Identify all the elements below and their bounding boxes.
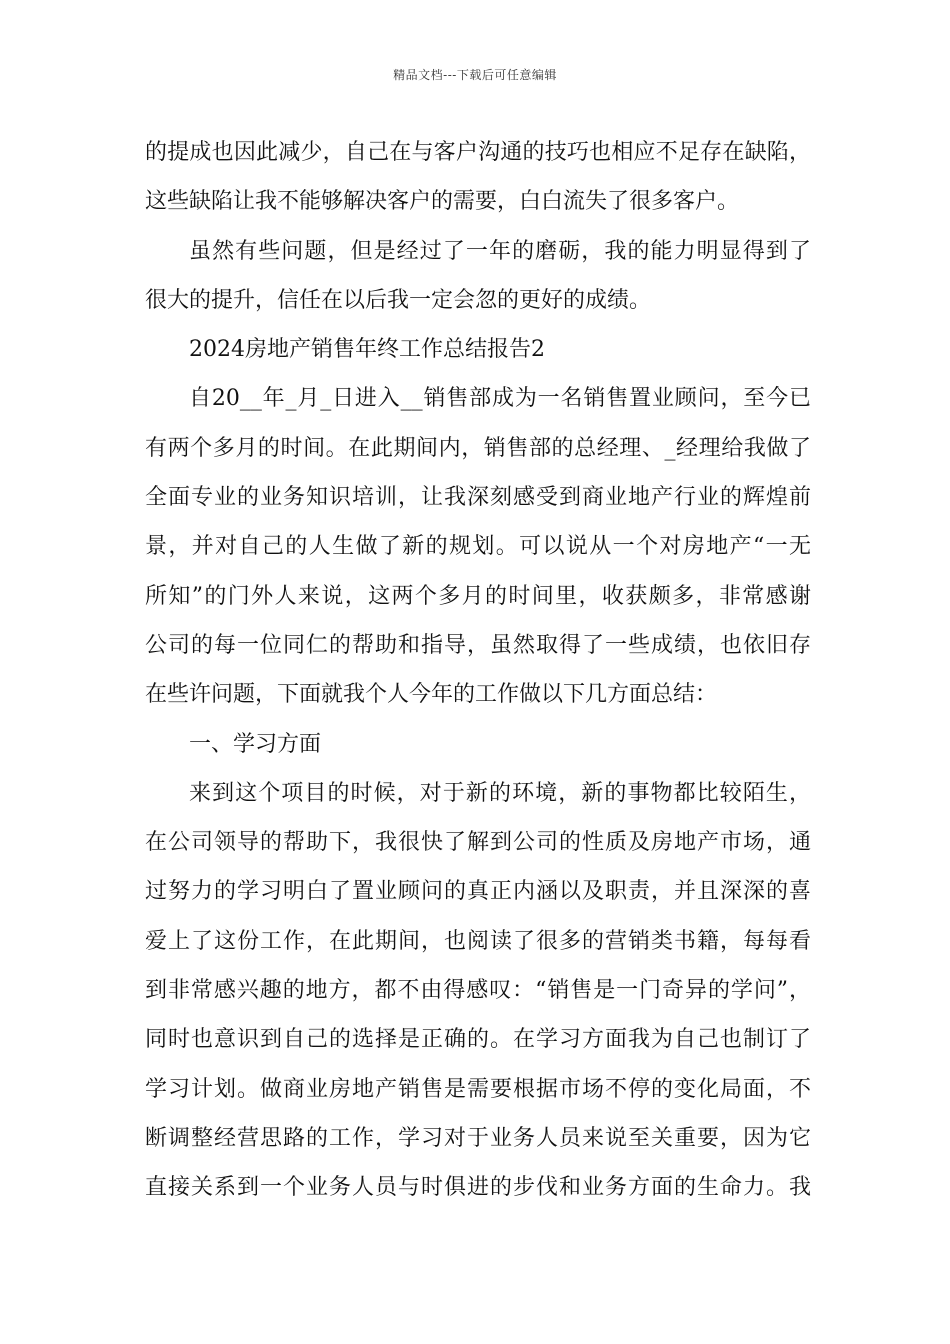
- text-line: 在公司领导的帮助下，我很快了解到公司的性质及房地产市场，通: [145, 830, 811, 856]
- text-line: 公司的每一位同仁的帮助和指导，虽然取得了一些成绩，也依旧存: [145, 632, 811, 658]
- text-line: 虽然有些问题，但是经过了一年的磨砺，我的能力明显得到了: [189, 238, 811, 264]
- text-line: 很大的提升，信任在以后我一定会忽的更好的成绩。: [145, 287, 652, 313]
- document-body: [145, 128, 811, 1213]
- text-line: 景，并对自己的人生做了新的规划。可以说从一个对房地产“一无: [145, 534, 811, 560]
- text-line: 来到这个项目的时候，对于新的环境，新的事物都比较陌生，: [189, 780, 811, 806]
- text-line: 所知”的门外人来说，这两个多月的时间里，收获颇多，非常感谢: [145, 583, 811, 609]
- text-line: 这些缺陷让我不能够解决客户的需要，白白流失了很多客户。: [145, 189, 740, 215]
- page-header: 精品文档---下载后可任意编辑: [393, 68, 557, 82]
- text-line: 有两个多月的时间。在此期间内，销售部的总经理、_经理给我做了: [145, 435, 811, 461]
- text-line: 断调整经营思路的工作，学习对于业务人员来说至关重要，因为它: [145, 1125, 811, 1151]
- text-line: 过努力的学习明白了置业顾问的真正内涵以及职责，并且深深的喜: [145, 879, 811, 905]
- text-line: 到非常感兴趣的地方，都不由得感叹：“销售是一门奇异的学问”，: [145, 978, 811, 1004]
- text-line: 爱上了这份工作，在此期间，也阅读了很多的营销类书籍，每每看: [145, 928, 811, 954]
- text-line: 在些许问题，下面就我个人今年的工作做以下几方面总结：: [145, 682, 718, 708]
- text-line: 一、学习方面: [189, 731, 322, 757]
- text-line: 直接关系到一个业务人员与时俱进的步伐和业务方面的生命力。我: [145, 1175, 811, 1201]
- text-line: 2024房地产销售年终工作总结报告2: [189, 337, 545, 363]
- text-line: 的提成也因此减少，自己在与客户沟通的技巧也相应不足存在缺陷，: [145, 140, 811, 165]
- text-line: 同时也意识到自己的选择是正确的。在学习方面我为自己也制订了: [145, 1027, 811, 1053]
- text-line: 全面专业的业务知识培训，让我深刻感受到商业地产行业的辉煌前: [145, 485, 811, 511]
- text-line: 学习计划。做商业房地产销售是需要根据市场不停的变化局面，不: [145, 1076, 811, 1102]
- text-line: 自20__年_月_日进入__销售部成为一名销售置业顾问，至今已: [189, 386, 811, 412]
